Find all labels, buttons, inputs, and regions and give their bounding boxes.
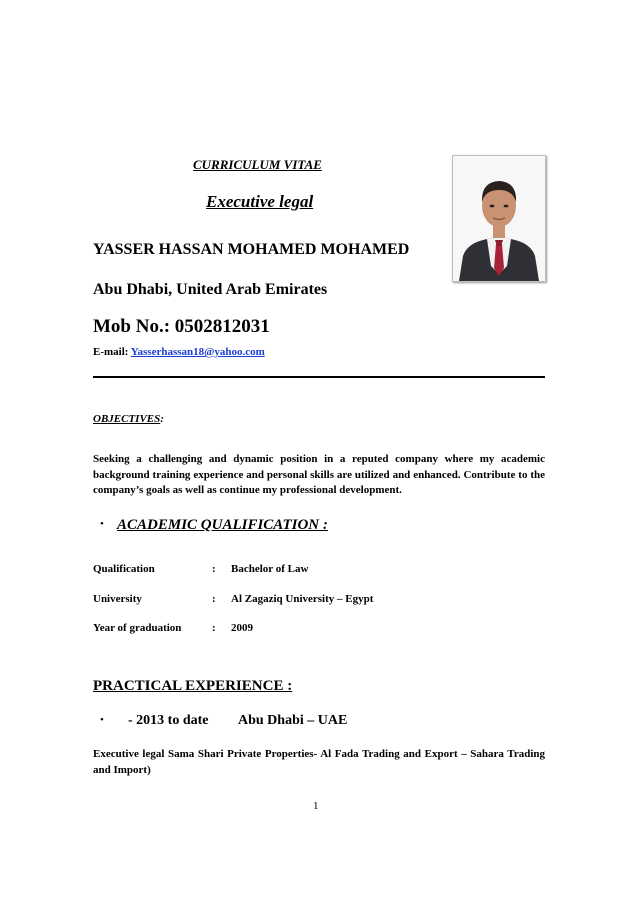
experience-period: - 2013 to date bbox=[128, 713, 209, 728]
objectives-heading-text: OBJECTIVES bbox=[93, 413, 161, 425]
experience-text: Executive legal Sama Shari Private Properties- Al Fada Trading and Export – Sahara Trading and Import) bbox=[93, 748, 545, 776]
objectives-heading-colon: : bbox=[160, 413, 164, 425]
experience-bullet: • bbox=[100, 714, 104, 726]
objectives-text: Seeking a challenging and dynamic position in a reputed company where my academic background training experience and personal skills are utilized and enhanced. Contribute to the company’s goals as well as continue my professional development. bbox=[93, 453, 545, 496]
cv-title: CURRICULUM VITAE bbox=[193, 157, 322, 172]
graduation-sep: : bbox=[212, 622, 216, 634]
qualification-sep: : bbox=[212, 563, 216, 575]
graduation-value: 2009 bbox=[231, 622, 253, 634]
role-title: Executive legal bbox=[206, 192, 314, 211]
page-number: 1 bbox=[313, 800, 319, 812]
qualification-label: Qualification bbox=[93, 563, 155, 575]
email-line bbox=[93, 346, 265, 358]
mobile-number: Mob No.: 0502812031 bbox=[93, 316, 270, 337]
academic-heading: ACADEMIC QUALIFICATION : bbox=[117, 517, 328, 533]
candidate-location: Abu Dhabi, United Arab Emirates bbox=[93, 281, 328, 298]
experience-heading: PRACTICAL EXPERIENCE : bbox=[93, 678, 293, 694]
university-value: Al Zagaziq University – Egypt bbox=[231, 593, 374, 605]
header-divider bbox=[93, 376, 545, 378]
profile-photo-icon bbox=[453, 156, 545, 281]
university-sep: : bbox=[212, 593, 216, 605]
qualification-value: Bachelor of Law bbox=[231, 563, 309, 575]
university-label: University bbox=[93, 593, 142, 605]
graduation-label: Year of graduation bbox=[93, 622, 182, 634]
academic-bullet: • bbox=[100, 518, 104, 530]
candidate-name: YASSER HASSAN MOHAMED MOHAMED bbox=[93, 241, 410, 258]
objectives-heading bbox=[93, 413, 164, 425]
experience-place: Abu Dhabi – UAE bbox=[238, 713, 348, 728]
email-link[interactable]: Yasserhassan18@yahoo.com bbox=[130, 346, 265, 358]
profile-photo bbox=[452, 155, 546, 282]
email-label: E-mail: bbox=[93, 346, 131, 358]
